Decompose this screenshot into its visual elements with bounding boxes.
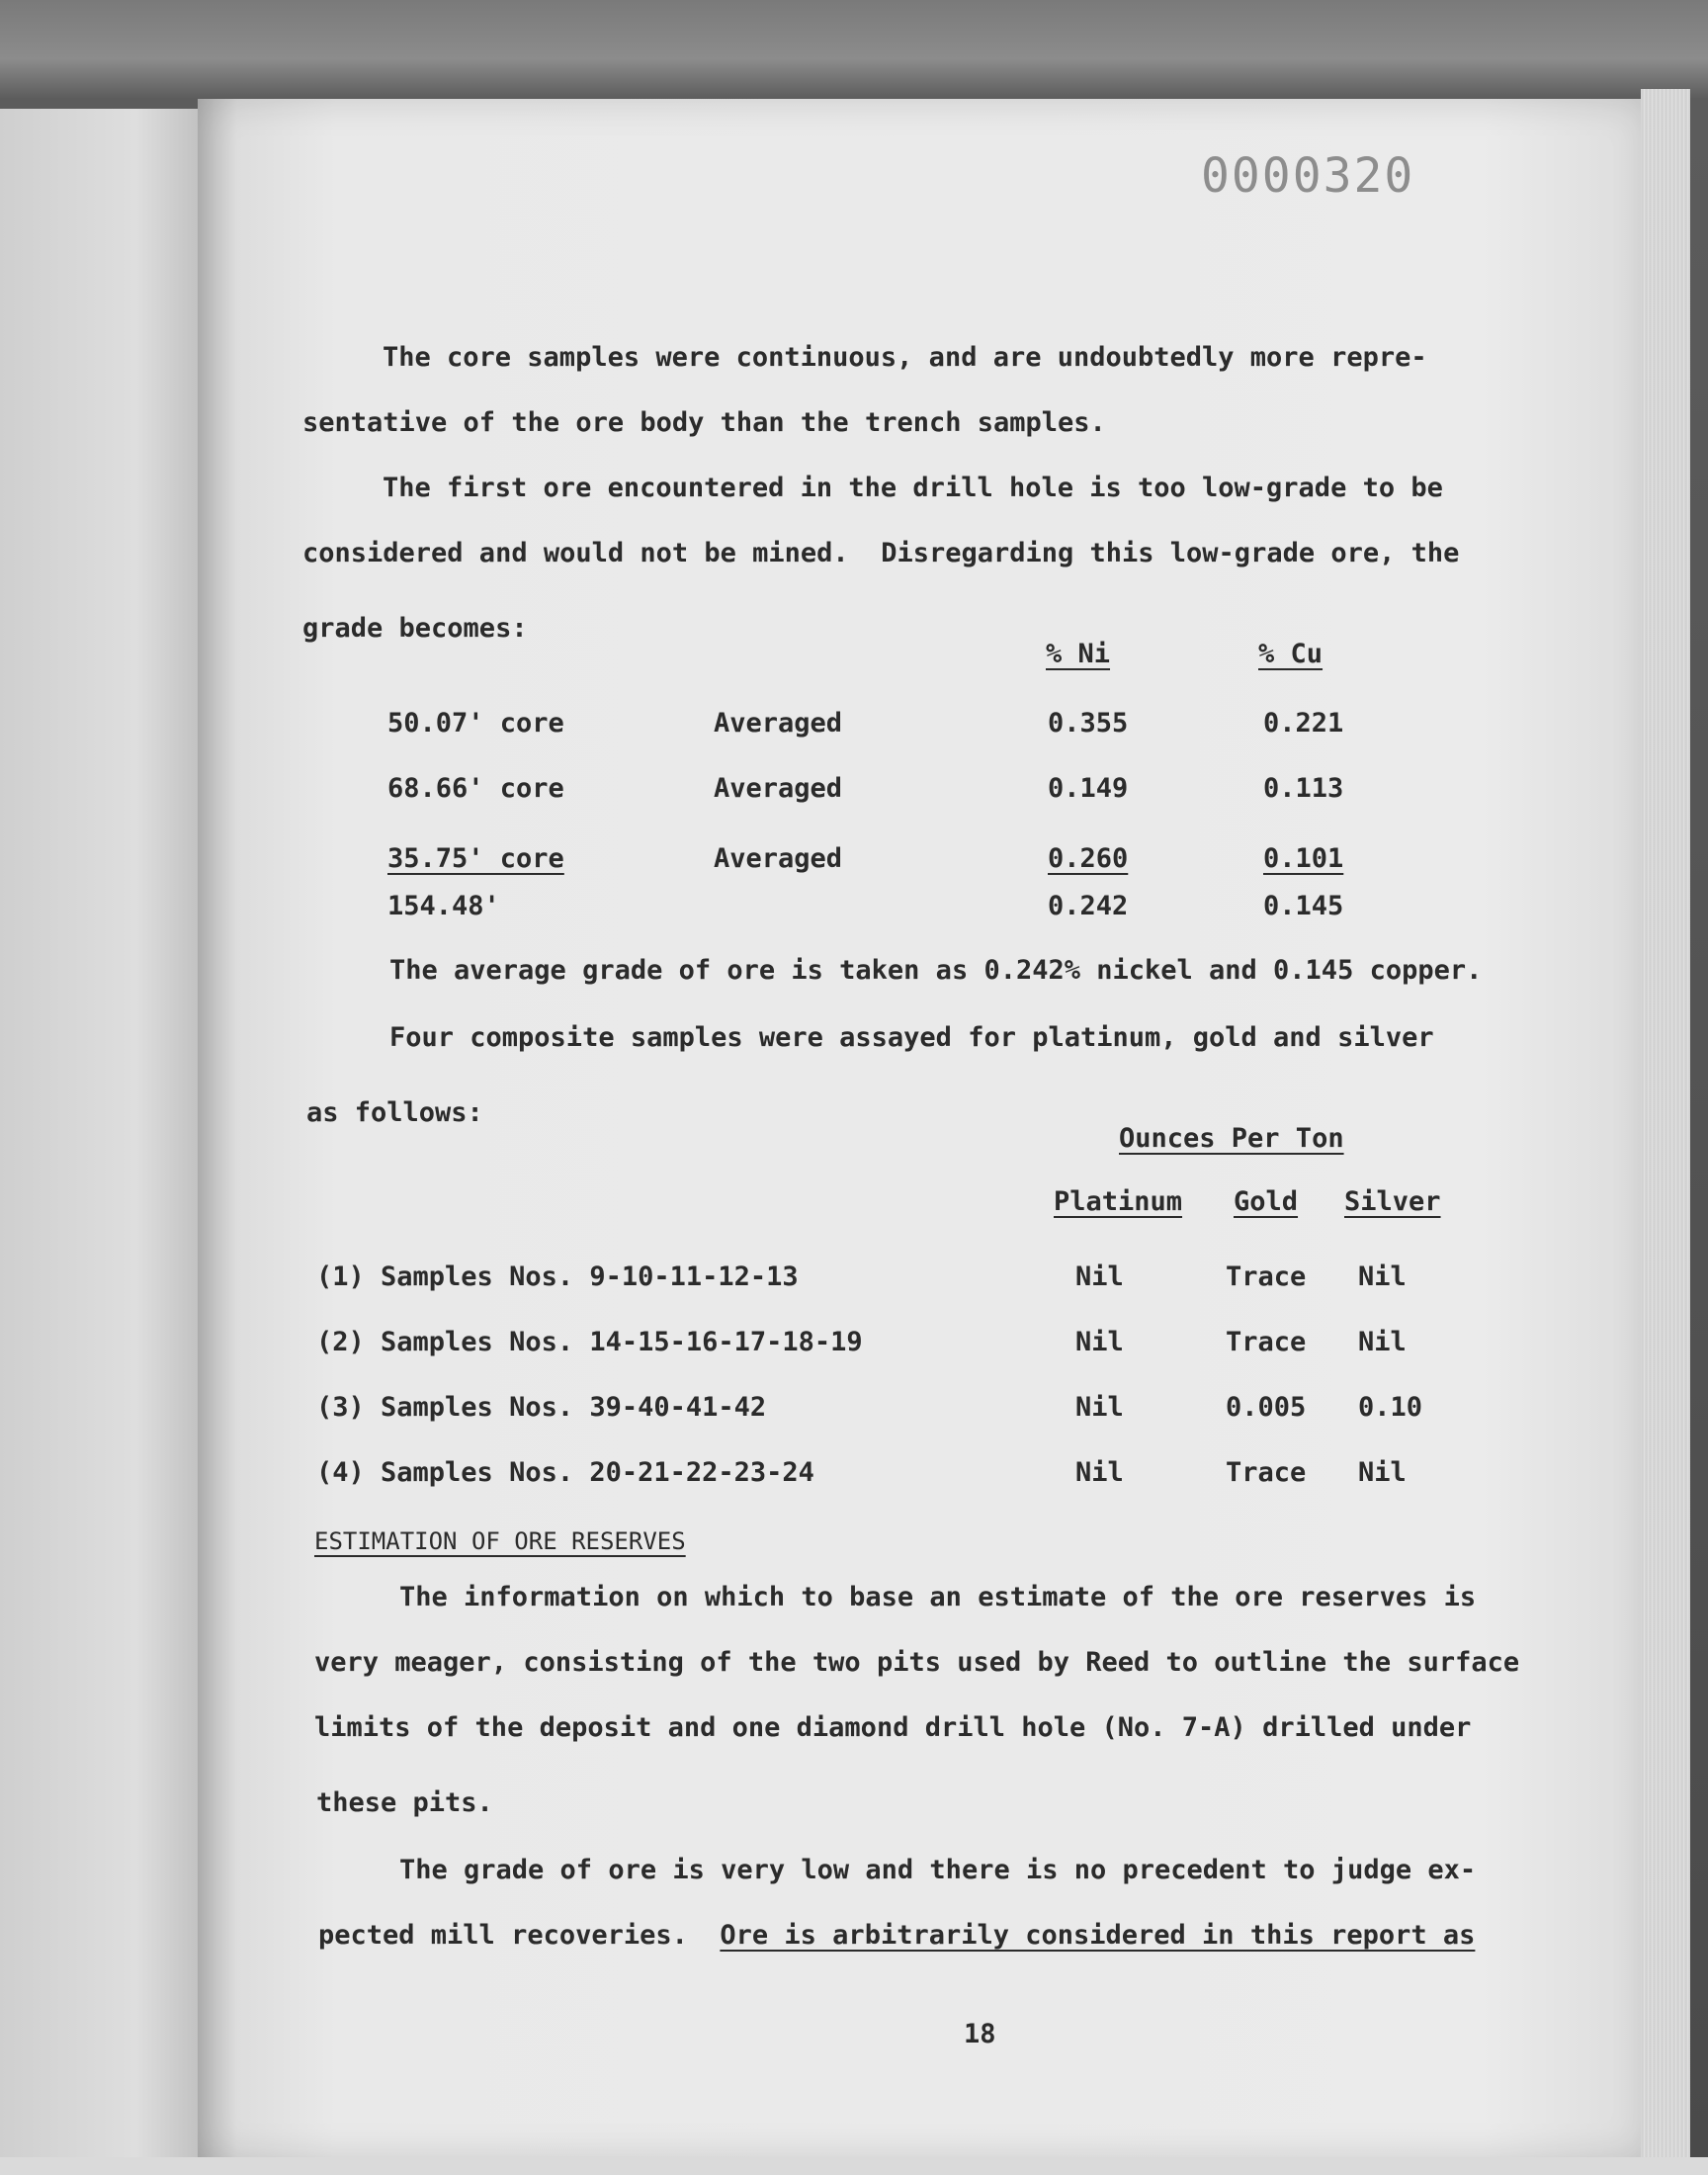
- grade-header-ni: % Ni: [1046, 639, 1111, 669]
- composite-row-2-label: (2) Samples Nos. 14-15-16-17-18-19: [316, 1327, 863, 1357]
- grade-total-cu: 0.145: [1263, 891, 1344, 921]
- grade-row-1-length: 50.07' core: [387, 708, 564, 739]
- reserves-line-6-underlined: Ore is arbitrarily considered in this report as: [720, 1920, 1476, 1951]
- composite-row-3-label: (3) Samples Nos. 39-40-41-42: [316, 1392, 767, 1423]
- composite-row-4-silver: Nil: [1358, 1457, 1407, 1488]
- composite-row-2-silver: Nil: [1358, 1327, 1407, 1357]
- grade-row-3-method: Averaged: [714, 843, 843, 874]
- composite-row-4-gold: Trace: [1226, 1457, 1307, 1488]
- reserves-line-3: limits of the deposit and one diamond drill hole (No. 7-A) drilled under: [314, 1712, 1472, 1743]
- page-number: 18: [964, 2019, 996, 2049]
- grade-row-3-length: 35.75' core: [387, 843, 564, 874]
- composite-row-2-platinum: Nil: [1075, 1327, 1124, 1357]
- composite-row-3-silver: 0.10: [1358, 1392, 1423, 1423]
- paragraph-2-line-3: grade becomes:: [302, 613, 528, 644]
- reserves-line-4: these pits.: [316, 1787, 493, 1818]
- composite-header-platinum: Platinum: [1054, 1186, 1183, 1217]
- grade-total-length: 154.48': [387, 891, 500, 921]
- grade-total-ni: 0.242: [1048, 891, 1129, 921]
- composite-header-group: Ounces Per Ton: [1119, 1123, 1344, 1154]
- grade-row-3-ni: 0.260: [1048, 843, 1129, 874]
- bleed-through-texture: [297, 336, 1384, 2017]
- composite-intro-line-2: as follows:: [306, 1097, 483, 1128]
- composite-row-1-gold: Trace: [1226, 1262, 1307, 1292]
- reserves-line-1: The information on which to base an estimate of the ore reserves is: [399, 1582, 1477, 1612]
- paragraph-2-line-1: The first ore encountered in the drill hole is too low-grade to be: [383, 473, 1443, 503]
- composite-header-gold: Gold: [1234, 1186, 1299, 1217]
- grade-row-1-method: Averaged: [714, 708, 843, 739]
- reserves-line-6: [318, 1920, 1475, 1952]
- paragraph-2-line-2: considered and would not be mined. Disregarding this low-grade ore, the: [302, 538, 1460, 568]
- grade-header-cu: % Cu: [1258, 639, 1324, 669]
- composite-header-silver: Silver: [1344, 1186, 1441, 1217]
- composite-intro-line-1: Four composite samples were assayed for platinum, gold and silver: [389, 1022, 1434, 1053]
- composite-row-1-platinum: Nil: [1075, 1262, 1124, 1292]
- paragraph-1-line-1: The core samples were continuous, and are undoubtedly more repre-: [383, 342, 1427, 373]
- composite-row-4-label: (4) Samples Nos. 20-21-22-23-24: [316, 1457, 814, 1488]
- grade-row-3-cu: 0.101: [1263, 843, 1344, 874]
- reserves-line-5: The grade of ore is very low and there is no precedent to judge ex-: [399, 1855, 1477, 1885]
- grade-row-1-cu: 0.221: [1263, 708, 1344, 739]
- section-heading: ESTIMATION OF ORE RESERVES: [314, 1527, 686, 1555]
- composite-row-2-gold: Trace: [1226, 1327, 1307, 1357]
- grade-row-2-ni: 0.149: [1048, 773, 1129, 804]
- composite-row-3-gold: 0.005: [1226, 1392, 1307, 1423]
- scanner-bed-strip: [0, 2157, 1708, 2175]
- average-grade-line: The average grade of ore is taken as 0.242% nickel and 0.145 copper.: [389, 955, 1483, 986]
- grade-row-2-cu: 0.113: [1263, 773, 1344, 804]
- paragraph-1-line-2: sentative of the ore body than the trench samples.: [302, 407, 1106, 438]
- document-number: 0000320: [1201, 148, 1415, 204]
- left-page-edge: [0, 109, 227, 2175]
- composite-row-1-label: (1) Samples Nos. 9-10-11-12-13: [316, 1262, 799, 1292]
- page-stack-edge: [1641, 89, 1690, 2165]
- grade-row-2-method: Averaged: [714, 773, 843, 804]
- reserves-line-6-plain: pected mill recoveries.: [318, 1920, 721, 1951]
- composite-row-4-platinum: Nil: [1075, 1457, 1124, 1488]
- grade-row-1-ni: 0.355: [1048, 708, 1129, 739]
- reserves-line-2: very meager, consisting of the two pits used by Reed to outline the surface: [314, 1647, 1520, 1678]
- composite-row-3-platinum: Nil: [1075, 1392, 1124, 1423]
- grade-row-2-length: 68.66' core: [387, 773, 564, 804]
- composite-row-1-silver: Nil: [1358, 1262, 1407, 1292]
